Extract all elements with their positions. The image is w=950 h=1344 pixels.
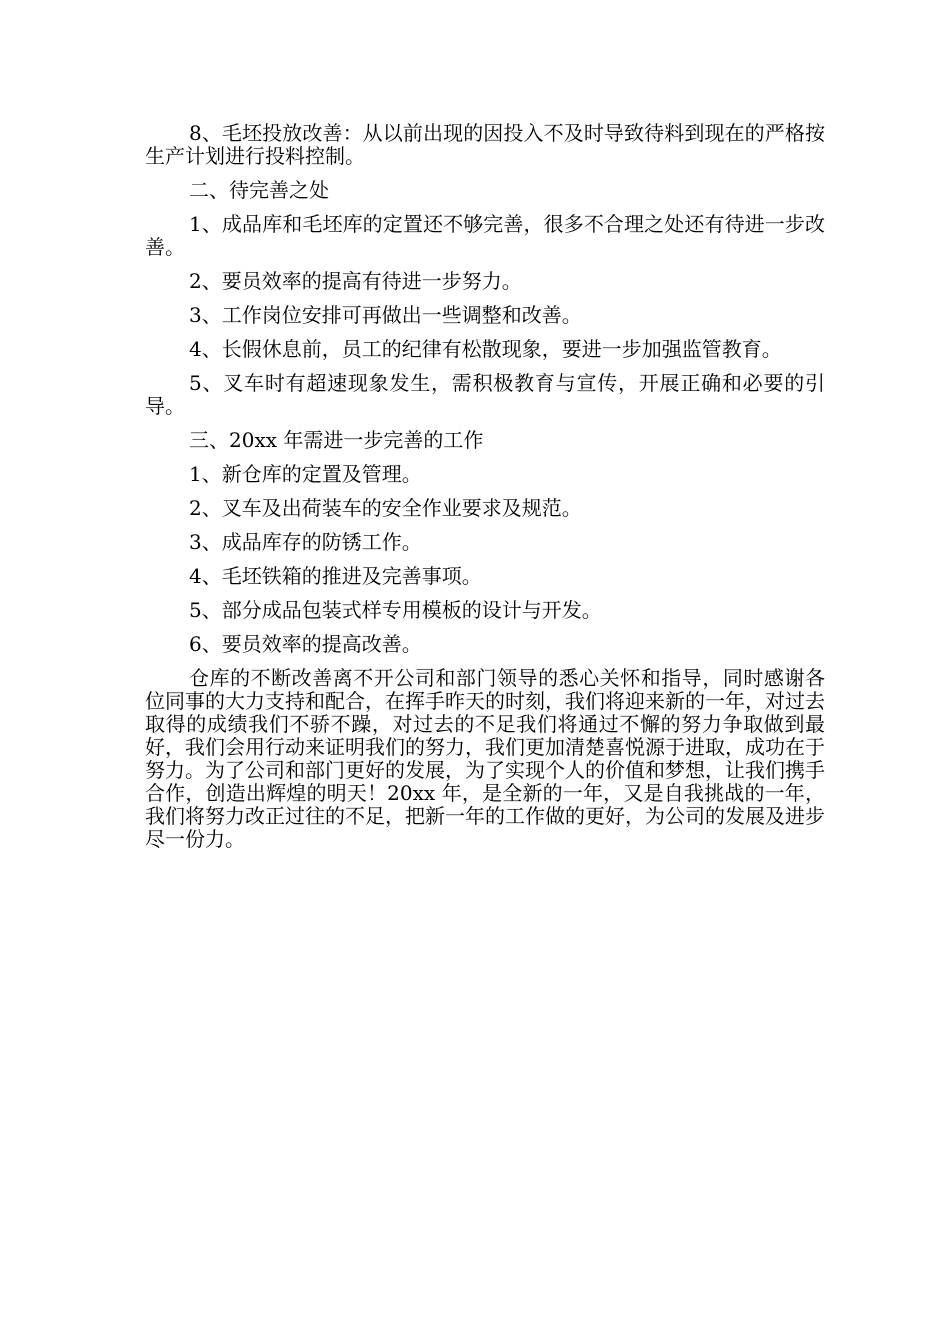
section-heading-next-year: 三、20xx 年需进一步完善的工作 [189, 428, 484, 452]
document-body [145, 122, 825, 862]
paragraph-next-4: 4、毛坯铁箱的推进及完善事项。 [189, 564, 482, 588]
paragraph-item-8: 8、毛坯投放改善：从以前出现的因投入不及时导致待料到现在的严格按生产计划进行投料控制。 [145, 121, 825, 168]
closing-paragraph: 仓库的不断改善离不开公司和部门领导的悉心关怀和指导，同时感谢各位同事的大力支持和配合，在挥手昨天的时刻，我们将迎来新的一年，对过去取得的成绩我们不骄不躁，对过去的不足我们将通过不懈的努力争取做到最好，我们会用行动来证明我们的努力，我们更加清楚喜悦源于进取，成功在于努力。为了公司和部门更好的发展，为了实现个人的价值和梦想，让我们携手合作，创造出辉煌的明天！20xx 年，是全新的一年，又是自我挑战的一年，我们将努力改正过往的不足，把新一年的工作做的更好，为公司的发展及进步尽一份力。 [145, 666, 825, 851]
paragraph-pending-3: 3、工作岗位安排可再做出一些调整和改善。 [189, 303, 582, 327]
section-heading-pending: 二、待完善之处 [189, 178, 329, 202]
paragraph-next-1: 1、新仓库的定置及管理。 [189, 462, 422, 486]
paragraph-pending-2: 2、要员效率的提高有待进一步努力。 [189, 269, 522, 293]
paragraph-pending-5: 5、叉车时有超速现象发生，需积极教育与宣传，开展正确和必要的引导。 [145, 371, 825, 418]
paragraph-pending-1: 1、成品库和毛坯库的定置还不够完善，很多不合理之处还有待进一步改善。 [145, 212, 825, 259]
paragraph-next-6: 6、要员效率的提高改善。 [189, 632, 422, 656]
paragraph-next-2: 2、叉车及出荷装车的安全作业要求及规范。 [189, 496, 582, 520]
paragraph-pending-4: 4、长假休息前，员工的纪律有松散现象，要进一步加强监管教育。 [189, 337, 782, 361]
paragraph-next-3: 3、成品库存的防锈工作。 [189, 530, 422, 554]
paragraph-next-5: 5、部分成品包装式样专用模板的设计与开发。 [189, 598, 602, 622]
